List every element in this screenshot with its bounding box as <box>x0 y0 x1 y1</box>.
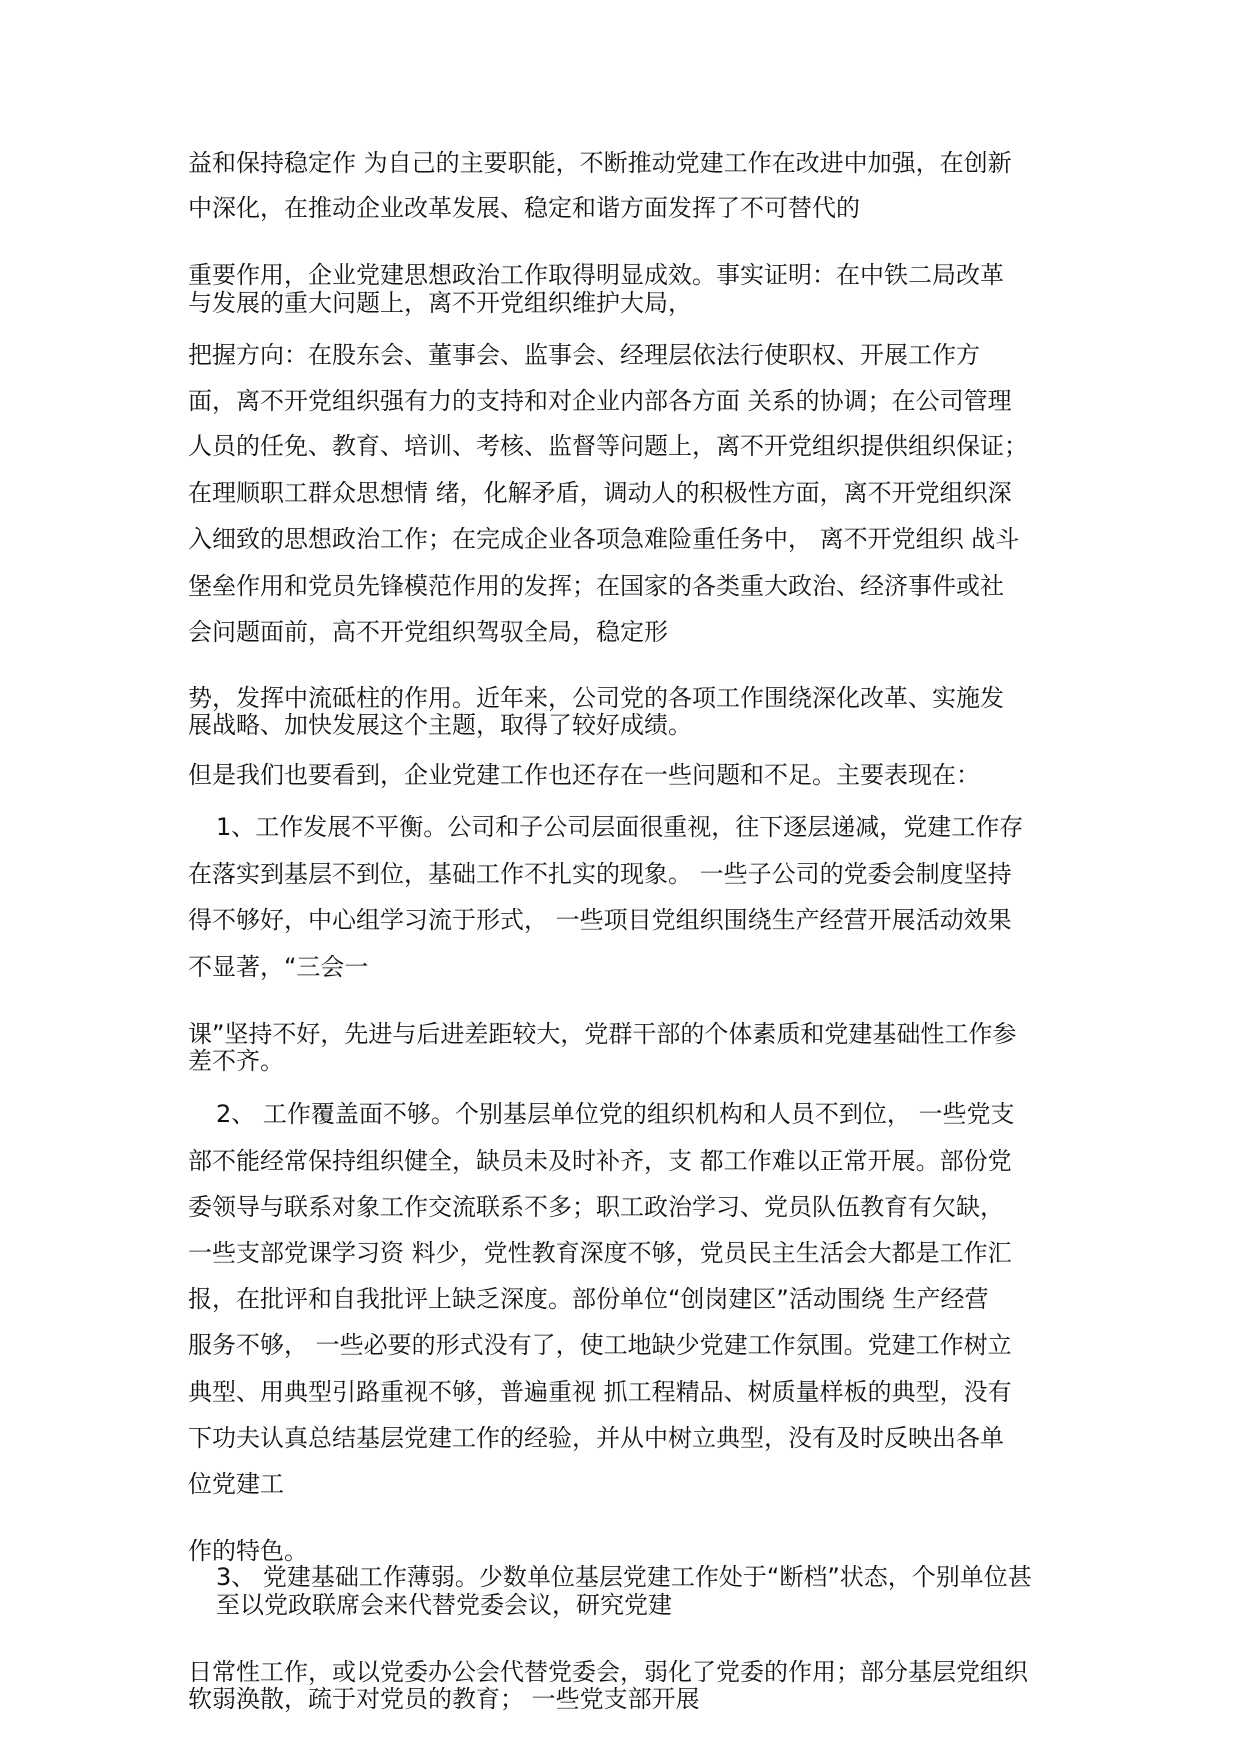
list-item-3: 3、 党建基础工作薄弱。少数单位基层党建工作处于“断档”状态，个别单位甚 <box>216 1563 1032 1591</box>
text-line: 展战略、加快发展这个主题，取得了较好成绩。 <box>188 711 692 739</box>
text-line: 但是我们也要看到，企业党建工作也还存在一些问题和不足。主要表现在： <box>188 761 980 789</box>
text-line: 重要作用，企业党建思想政治工作取得明显成效。事实证明：在中铁二局改革 <box>188 261 1004 289</box>
text-line: 入细致的思想政治工作；在完成企业各项急难险重任务中， 离不开党组织 战斗 <box>188 525 1020 553</box>
text-line: 至以党政联席会来代替党委会议，研究党建 <box>216 1591 672 1619</box>
text-line: 把握方向：在股东会、董事会、监事会、经理层依法行使职权、开展工作方 <box>188 341 980 369</box>
text-line: 益和保持稳定作 为自己的主要职能，不断推动党建工作在改进中加强，在创新 <box>188 149 1012 177</box>
text-line: 课”坚持不好，先进与后进差距较大，党群干部的个体素质和党建基础性工作参 <box>188 1020 1017 1048</box>
list-item-2: 2、 工作覆盖面不够。个别基层单位党的组织机构和人员不到位， 一些党支 <box>216 1100 1015 1128</box>
text-line: 在落实到基层不到位，基础工作不扎实的现象。 一些子公司的党委会制度坚持 <box>188 860 1012 888</box>
text-line: 不显著，“三会一 <box>188 953 369 981</box>
text-line: 典型、用典型引路重视不够，普遍重视 抓工程精品、树质量样板的典型，没有 <box>188 1378 1012 1406</box>
text-line: 报，在批评和自我批评上缺乏深度。部份单位“创岗建区”活动围绕 生产经营 <box>188 1285 989 1313</box>
text-line: 人员的任免、教育、培训、考核、监督等问题上，离不开党组织提供组织保证； <box>188 432 1028 460</box>
text-line: 位党建工 <box>188 1470 284 1498</box>
text-line: 与发展的重大问题上，离不开党组织维护大局， <box>188 289 692 317</box>
list-item-1: 1、工作发展不平衡。公司和子公司层面很重视，往下逐层递减，党建工作存 <box>216 813 1024 841</box>
text-line: 委领导与联系对象工作交流联系不多；职工政治学习、党员队伍教育有欠缺， <box>188 1193 1004 1221</box>
text-line: 在理顺职工群众思想情 绪，化解矛盾，调动人的积极性方面，离不开党组织深 <box>188 479 1012 507</box>
text-line: 一些支部党课学习资 料少，党性教育深度不够，党员民主生活会大都是工作汇 <box>188 1239 1012 1267</box>
text-line: 差不齐。 <box>188 1047 284 1075</box>
text-line: 下功夫认真总结基层党建工作的经验，并从中树立典型，没有及时反映出各单 <box>188 1424 1004 1452</box>
text-line: 堡垒作用和党员先锋模范作用的发挥；在国家的各类重大政治、经济事件或社 <box>188 572 1004 600</box>
text-line: 服务不够， 一些必要的形式没有了，使工地缺少党建工作氛围。党建工作树立 <box>188 1331 1012 1359</box>
text-line: 日常性工作，或以党委办公会代替党委会，弱化了党委的作用；部分基层党组织 <box>188 1658 1028 1686</box>
text-line: 中深化，在推动企业改革发展、稳定和谐方面发挥了不可替代的 <box>188 194 860 222</box>
text-line: 势，发挥中流砥柱的作用。近年来，公司党的各项工作围绕深化改革、实施发 <box>188 684 1004 712</box>
text-line: 作的特色。 <box>188 1537 308 1565</box>
text-line: 得不够好，中心组学习流于形式， 一些项目党组织围绕生产经营开展活动效果 <box>188 906 1012 934</box>
text-line: 部不能经常保持组织健全，缺员未及时补齐，支 都工作难以正常开展。部份党 <box>188 1147 1012 1175</box>
text-line: 会问题面前，高不开党组织驾驭全局，稳定形 <box>188 618 668 646</box>
text-line: 软弱涣散，疏于对党员的教育； 一些党支部开展 <box>188 1685 700 1713</box>
text-line: 面，离不开党组织强有力的支持和对企业内部各方面 关系的协调；在公司管理 <box>188 387 1012 415</box>
